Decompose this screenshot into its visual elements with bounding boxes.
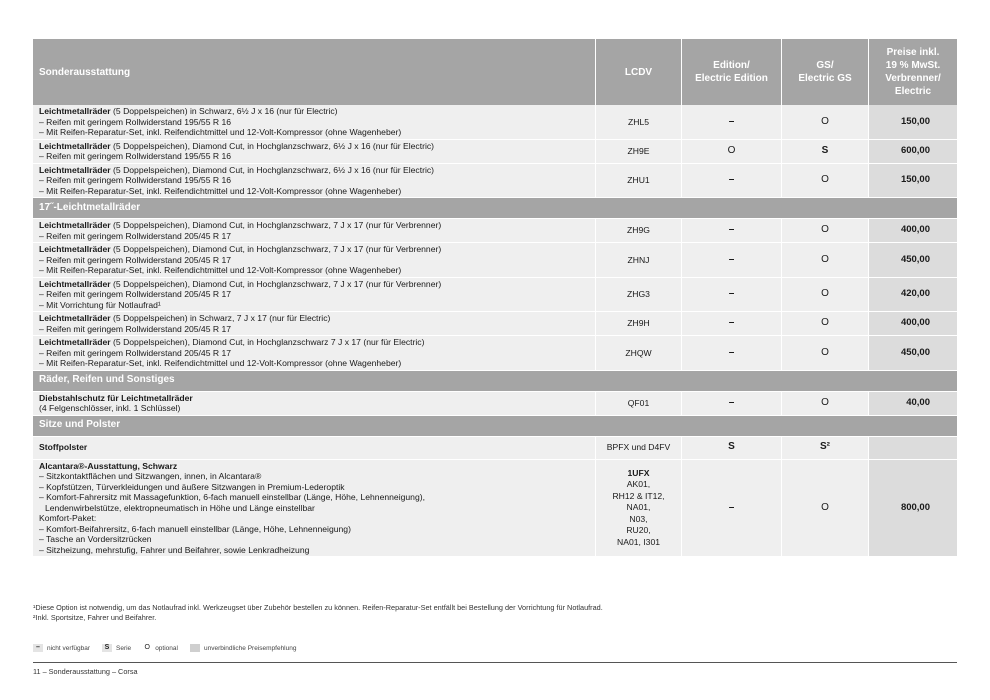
table-row	[33, 392, 957, 416]
lcdv-code: ZH9E	[596, 140, 682, 164]
price: 150,00	[869, 105, 957, 140]
section-header-wheels	[33, 371, 957, 392]
section-title: 17˝-Leichtmetallräder	[33, 198, 957, 219]
page-footer: 11 – Sonderausstattung – Corsa	[33, 667, 138, 676]
footer-divider	[33, 662, 957, 663]
option-description: Leichtmetallräder (5 Doppelspeichen) in Schwarz, 7 J x 17 (nur für Electric) – Reifen mit geringem Rollwiderstand 205/45 R 17	[33, 312, 596, 336]
table-row	[33, 312, 957, 336]
header-price: Preise inkl. 19 % MwSt. Verbrenner/ Electric	[869, 39, 957, 105]
lcdv-code: ZHU1	[596, 164, 682, 199]
standard-s-icon: S	[102, 644, 112, 652]
table-row	[33, 243, 957, 278]
lcdv-code: QF01	[596, 392, 682, 416]
section-header-17-inch	[33, 198, 957, 219]
edition-availability: –	[682, 164, 782, 199]
header-lcdv: LCDV	[596, 39, 682, 105]
gs-availability: O	[782, 336, 869, 371]
gs-availability: O	[782, 312, 869, 336]
edition-availability: O	[682, 140, 782, 164]
table-row	[33, 336, 957, 371]
table-row	[33, 219, 957, 243]
option-description: Leichtmetallräder (5 Doppelspeichen), Diamond Cut, in Hochglanzschwarz, 7 J x 17 (nur für Verbrenner) – Reifen mit geringem Rollwiderstand 205/45 R 17 – Mit Reifen-Reparatur-Set, inkl. Reifendichtmittel und 12-Volt-Kompressor (ohne Wagenheber)	[33, 243, 596, 278]
gs-availability: S²	[782, 437, 869, 460]
option-description: Leichtmetallräder (5 Doppelspeichen), Diamond Cut, in Hochglanzschwarz, 6½ J x 16 (nur für Electric) – Reifen mit geringem Rollwiderstand 195/55 R 16 – Mit Reifen-Reparatur-Set, inkl. Reifendichtmittel und 12-Volt-Kompressor (ohne Wagenheber)	[33, 164, 596, 199]
header-gs: GS/ Electric GS	[782, 39, 869, 105]
price: 400,00	[869, 219, 957, 243]
gs-availability: O	[782, 460, 869, 558]
lcdv-code: ZH9H	[596, 312, 682, 336]
table-header	[33, 39, 957, 105]
price: 800,00	[869, 460, 957, 558]
option-description: Leichtmetallräder (5 Doppelspeichen), Diamond Cut, in Hochglanzschwarz 7 J x 17 (nur für Electric) – Reifen mit geringem Rollwiderstand 205/45 R 17 – Mit Reifen-Reparatur-Set, inkl. Reifendichtmittel und 12-Volt-Kompressor (ohne Wagenheber)	[33, 336, 596, 371]
section-title: Räder, Reifen und Sonstiges	[33, 371, 957, 392]
gs-availability: O	[782, 392, 869, 416]
grey-box-icon	[190, 644, 200, 652]
price: 600,00	[869, 140, 957, 164]
option-description: Leichtmetallräder (5 Doppelspeichen) in Schwarz, 6½ J x 16 (nur für Electric) – Reifen mit geringem Rollwiderstand 195/55 R 16 – Mit Reifen-Reparatur-Set, inkl. Reifendichtmittel und 12-Volt-Kompressor (ohne Wagenheber)	[33, 105, 596, 140]
lcdv-code: ZHL5	[596, 105, 682, 140]
lcdv-code: 1UFX AK01, RH12 & IT12, NA01, N03, RU20, NA01, I301	[596, 460, 682, 558]
footnote-1: ¹Diese Option ist notwendig, um das Notlaufrad inkl. Werkzeugset über Zubehör bestellen zu können. Reifen-Reparatur-Set entfällt bei Bestellung der Vorrichtung für Notlaufrad.	[33, 603, 603, 612]
edition-availability: –	[682, 243, 782, 278]
price: 400,00	[869, 312, 957, 336]
edition-availability: –	[682, 392, 782, 416]
option-description: Leichtmetallräder (5 Doppelspeichen), Diamond Cut, in Hochglanzschwarz, 7 J x 17 (nur für Verbrenner) – Reifen mit geringem Rollwiderstand 205/45 R 17 – Mit Vorrichtung für Notlaufrad¹	[33, 278, 596, 313]
lcdv-code: BPFX und D4FV	[596, 437, 682, 460]
gs-availability: O	[782, 278, 869, 313]
table-row	[33, 437, 957, 460]
legend	[33, 643, 308, 653]
option-description: Stoffpolster	[33, 437, 596, 460]
section-header-seats	[33, 416, 957, 437]
gs-availability: O	[782, 243, 869, 278]
header-option: Sonderausstattung	[33, 39, 596, 105]
option-description: Leichtmetallräder (5 Doppelspeichen), Diamond Cut, in Hochglanzschwarz, 6½ J x 16 (nur für Electric) – Reifen mit geringem Rollwiderstand 195/55 R 16	[33, 140, 596, 164]
lcdv-code: ZH9G	[596, 219, 682, 243]
legend-optional: O optional	[144, 644, 178, 652]
gs-availability: S	[782, 140, 869, 164]
table-row	[33, 140, 957, 164]
price: 420,00	[869, 278, 957, 313]
gs-availability: O	[782, 219, 869, 243]
legend-standard: S Serie	[102, 644, 131, 652]
dash-icon: –	[33, 644, 43, 652]
edition-availability: –	[682, 336, 782, 371]
option-description: Alcantara®-Ausstattung, Schwarz – Sitzkontaktflächen und Sitzwangen, innen, in Alcantara® – Kopfstützen, Türverkleidungen und äußere Sitzwangen in Premium-Lederoptik – Komfort-Fahrersitz mit Massagefunktion, 6-fach manuell einstellbar (Länge, Höhe, Lehnenneigung), Lendenwirbelstütze, elektropneumatisch in Höhe und Länge einstellbar Komfort-Paket: – Komfort-Beifahrersitz, 6-fach manuell einstellbar (Länge, Höhe, Lehnenneigung) – Tasche an Vordersitzrücken – Sitzheizung, mehrstufig, Fahrer und Beifahrer, sowie Lenkradheizung	[33, 460, 596, 558]
lcdv-code: ZHQW	[596, 336, 682, 371]
lcdv-code: ZHNJ	[596, 243, 682, 278]
table-row	[33, 460, 957, 558]
edition-availability: –	[682, 105, 782, 140]
legend-price: unverbindliche Preisempfehlung	[190, 644, 297, 652]
table-row	[33, 105, 957, 140]
option-description: Diebstahlschutz für Leichtmetallräder (4 Felgenschlösser, inkl. 1 Schlüssel)	[33, 392, 596, 416]
footnotes	[33, 603, 957, 623]
legend-not-available: – nicht verfügbar	[33, 644, 90, 652]
edition-availability: –	[682, 312, 782, 336]
table-row	[33, 164, 957, 199]
price: 450,00	[869, 243, 957, 278]
gs-availability: O	[782, 105, 869, 140]
header-edition: Edition/ Electric Edition	[682, 39, 782, 105]
circle-icon: O	[144, 644, 150, 651]
edition-availability: S	[682, 437, 782, 460]
gs-availability: O	[782, 164, 869, 199]
section-title: Sitze und Polster	[33, 416, 957, 437]
price: 450,00	[869, 336, 957, 371]
option-description: Leichtmetallräder (5 Doppelspeichen), Diamond Cut, in Hochglanzschwarz, 7 J x 17 (nur für Verbrenner) – Reifen mit geringem Rollwiderstand 205/45 R 17	[33, 219, 596, 243]
options-table	[33, 39, 957, 557]
footnote-2: ²Inkl. Sportsitze, Fahrer und Beifahrer.	[33, 613, 157, 622]
price: 40,00	[869, 392, 957, 416]
price: 150,00	[869, 164, 957, 199]
lcdv-code: ZHG3	[596, 278, 682, 313]
price	[869, 437, 957, 460]
edition-availability: –	[682, 219, 782, 243]
edition-availability: –	[682, 278, 782, 313]
table-row	[33, 278, 957, 313]
edition-availability: –	[682, 460, 782, 558]
